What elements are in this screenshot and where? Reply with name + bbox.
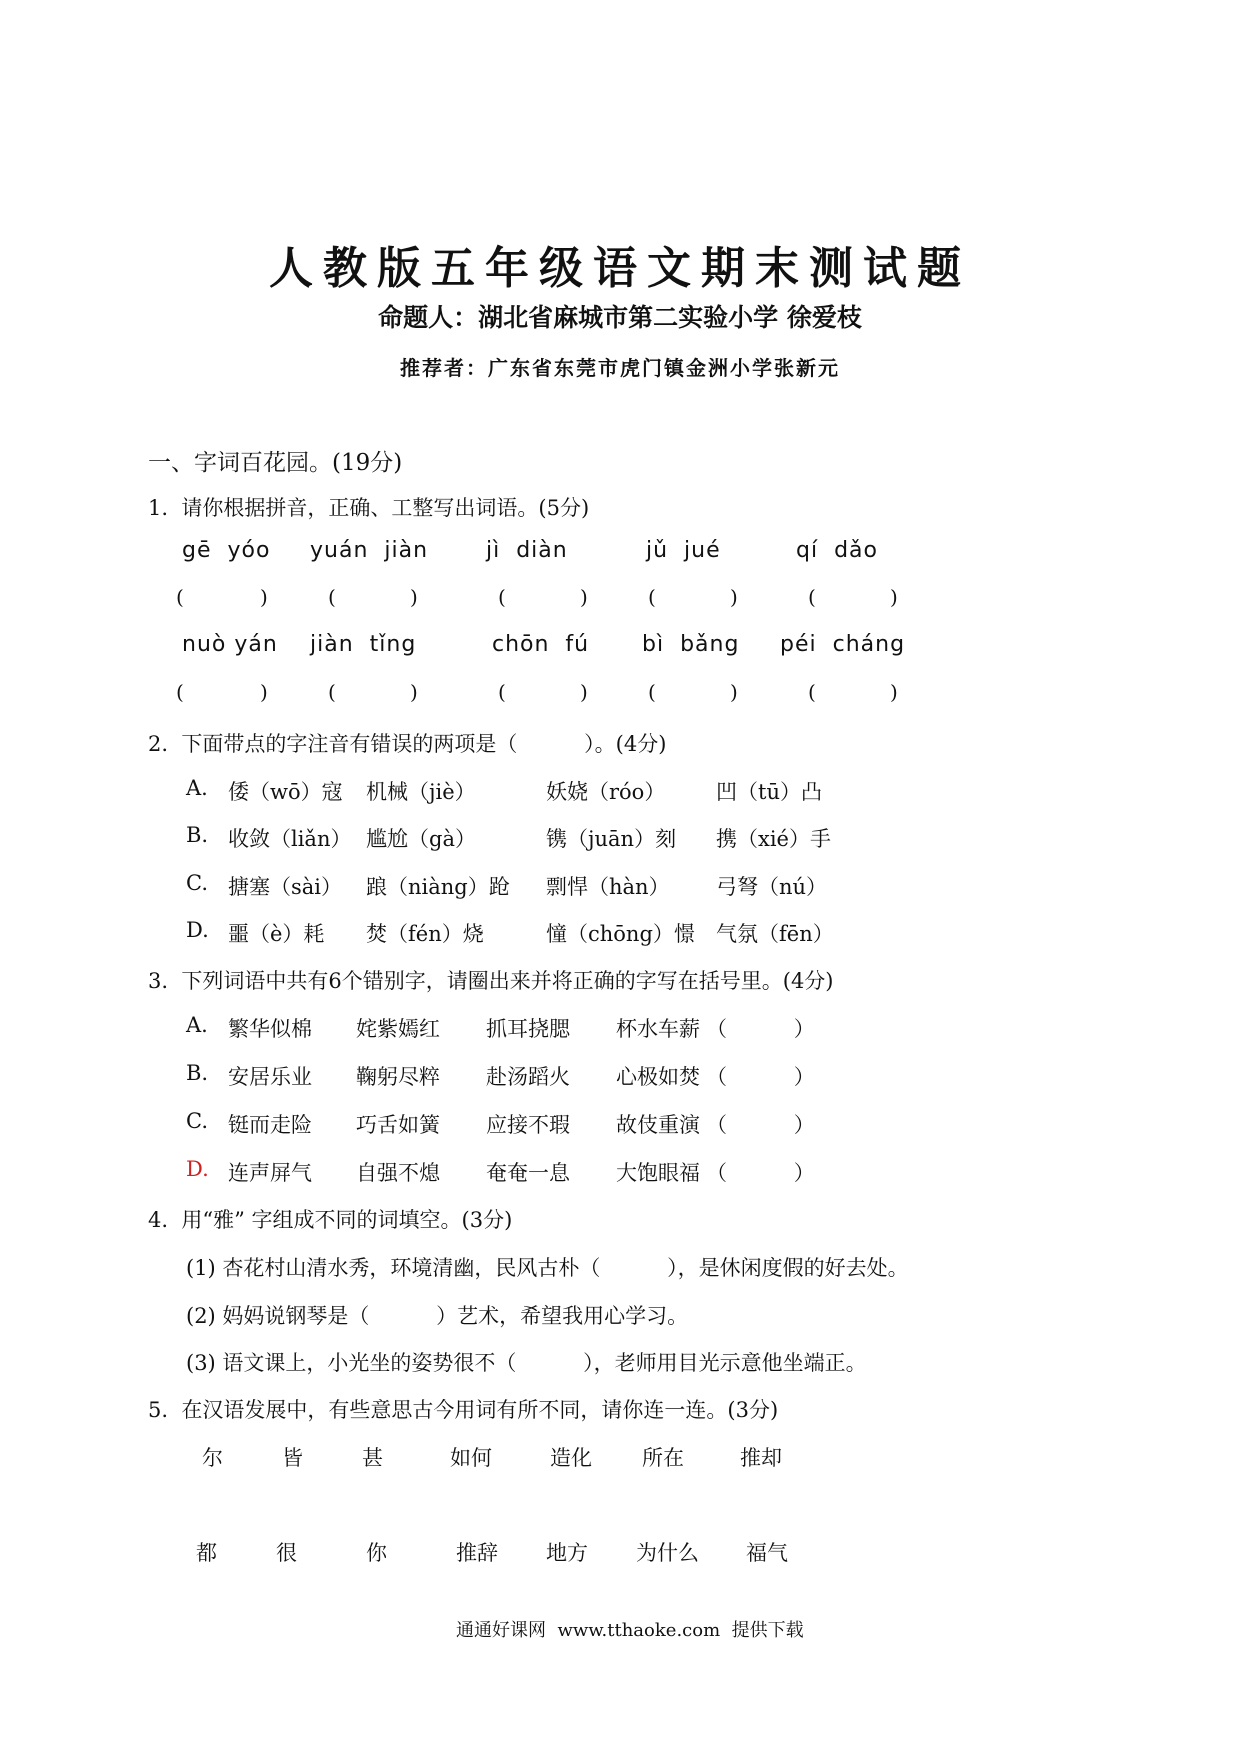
option-item: 赴汤蹈火 bbox=[486, 1065, 570, 1089]
option-item: 尴尬（gà） bbox=[366, 827, 476, 851]
option-letter: C. bbox=[186, 1109, 208, 1133]
pinyin-item: bì bǎng bbox=[642, 632, 740, 657]
match-word[interactable]: 福气 bbox=[746, 1541, 788, 1565]
match-word[interactable]: 很 bbox=[276, 1541, 297, 1565]
match-word[interactable]: 皆 bbox=[282, 1446, 303, 1470]
pinyin-item: gē yóo bbox=[182, 538, 271, 563]
pinyin-item: péi cháng bbox=[780, 632, 906, 657]
match-word[interactable]: 造化 bbox=[550, 1446, 592, 1470]
option-item: 杯水车薪 bbox=[616, 1017, 700, 1041]
pinyin-item: nuò yán bbox=[182, 632, 278, 657]
option-item: 巧舌如簧 bbox=[356, 1113, 440, 1137]
question-1-prompt: 1. 请你根据拼音，正确、工整写出词语。(5分) bbox=[148, 496, 590, 520]
blank-close: ) bbox=[410, 585, 418, 609]
option-letter: D. bbox=[186, 1157, 209, 1181]
option-item: 姹紫嫣红 bbox=[356, 1017, 440, 1041]
blank-open: ( bbox=[808, 585, 816, 609]
blank-close: ) bbox=[580, 585, 588, 609]
option-item: 抓耳挠腮 bbox=[486, 1017, 570, 1041]
pinyin-item: yuán jiàn bbox=[310, 538, 429, 563]
option-item: 弓弩（nú） bbox=[716, 875, 828, 899]
option-item: 携（xié）手 bbox=[716, 827, 831, 851]
option-item: 倭（wō）寇 bbox=[228, 780, 343, 804]
blank-close: ) bbox=[730, 585, 738, 609]
answer-blank[interactable]: （ ） bbox=[706, 1017, 815, 1041]
option-item: 大饱眼福 bbox=[616, 1161, 700, 1185]
question-3-prompt: 3. 下列词语中共有6个错别字，请圈出来并将正确的字写在括号里。(4分) bbox=[148, 969, 834, 993]
fill-in-sentence[interactable]: (2) 妈妈说钢琴是（ ）艺术，希望我用心学习。 bbox=[186, 1304, 689, 1328]
option-item: 铤而走险 bbox=[228, 1113, 312, 1137]
option-item: 妖娆（róo） bbox=[546, 780, 666, 804]
option-item: 连声屏气 bbox=[228, 1161, 312, 1185]
option-item: 奄奄一息 bbox=[486, 1161, 570, 1185]
blank-close: ) bbox=[580, 680, 588, 704]
match-word[interactable]: 甚 bbox=[362, 1446, 383, 1470]
option-item: 故伎重演 bbox=[616, 1113, 700, 1137]
option-item: 搪塞（sài） bbox=[228, 875, 343, 899]
pinyin-item: jǔ jué bbox=[646, 538, 721, 563]
match-word[interactable]: 如何 bbox=[450, 1446, 492, 1470]
option-item: 应接不瑕 bbox=[486, 1113, 570, 1137]
blank-close: ) bbox=[730, 680, 738, 704]
option-item: 噩（è）耗 bbox=[228, 922, 325, 946]
pinyin-item: qí dǎo bbox=[796, 538, 878, 563]
option-item: 凹（tū）凸 bbox=[716, 780, 822, 804]
fill-in-sentence[interactable]: (3) 语文课上，小光坐的姿势很不（ ），老师用目光示意他坐端正。 bbox=[186, 1351, 867, 1375]
question-2-prompt: 2. 下面带点的字注音有错误的两项是（ ）。(4分) bbox=[148, 732, 667, 756]
page-footer: 通通好课网 www.tthaoke.com 提供下载 bbox=[456, 1620, 804, 1641]
pinyin-item: jiàn tǐng bbox=[310, 632, 417, 657]
blank-open: ( bbox=[176, 680, 184, 704]
match-word[interactable]: 推辞 bbox=[456, 1541, 498, 1565]
option-item: 焚（fén）烧 bbox=[366, 922, 484, 946]
match-word[interactable]: 都 bbox=[196, 1541, 217, 1565]
blank-open: ( bbox=[328, 680, 336, 704]
blank-close: ) bbox=[410, 680, 418, 704]
blank-open: ( bbox=[176, 585, 184, 609]
blank-open: ( bbox=[498, 680, 506, 704]
option-item: 憧（chōng）憬 bbox=[546, 922, 695, 946]
option-item: 自强不熄 bbox=[356, 1161, 440, 1185]
match-word[interactable]: 尔 bbox=[202, 1446, 223, 1470]
option-letter: A. bbox=[186, 776, 208, 800]
question-4-prompt: 4. 用“雅” 字组成不同的词填空。(3分) bbox=[148, 1208, 513, 1232]
option-letter: B. bbox=[186, 823, 209, 847]
match-word[interactable]: 你 bbox=[366, 1541, 387, 1565]
author-line: 命题人：湖北省麻城市第二实验小学 徐爱枝 bbox=[378, 303, 862, 332]
blank-close: ) bbox=[890, 680, 898, 704]
recommender-line: 推荐者：广东省东莞市虎门镇金洲小学张新元 bbox=[400, 356, 840, 380]
option-item: 安居乐业 bbox=[228, 1065, 312, 1089]
option-item: 鞠躬尽粹 bbox=[356, 1065, 440, 1089]
fill-in-sentence[interactable]: (1) 杏花村山清水秀，环境清幽，民风古朴（ ），是休闲度假的好去处。 bbox=[186, 1256, 909, 1280]
match-word[interactable]: 所在 bbox=[642, 1446, 684, 1470]
answer-blank[interactable]: （ ） bbox=[706, 1065, 815, 1089]
answer-blank[interactable]: （ ） bbox=[706, 1113, 815, 1137]
blank-open: ( bbox=[328, 585, 336, 609]
question-5-prompt: 5. 在汉语发展中，有些意思古今用词有所不同，请你连一连。(3分) bbox=[148, 1398, 779, 1422]
blank-close: ) bbox=[260, 680, 268, 704]
option-item: 收敛（liǎn） bbox=[228, 827, 352, 851]
blank-close: ) bbox=[260, 585, 268, 609]
option-item: 镌（juān）刻 bbox=[546, 827, 677, 851]
blank-close: ) bbox=[890, 585, 898, 609]
option-item: 气氛（fēn） bbox=[716, 922, 834, 946]
section-heading: 一、字词百花园。(19分) bbox=[148, 450, 403, 476]
option-item: 繁华似棉 bbox=[228, 1017, 312, 1041]
option-letter: B. bbox=[186, 1061, 209, 1085]
option-letter: C. bbox=[186, 871, 208, 895]
match-word[interactable]: 地方 bbox=[546, 1541, 588, 1565]
page-title: 人教版五年级语文期末测试题 bbox=[269, 243, 971, 294]
blank-open: ( bbox=[648, 585, 656, 609]
option-item: 心极如焚 bbox=[616, 1065, 700, 1089]
option-letter: D. bbox=[186, 918, 209, 942]
blank-open: ( bbox=[808, 680, 816, 704]
blank-open: ( bbox=[648, 680, 656, 704]
option-item: 剽悍（hàn） bbox=[546, 875, 670, 899]
match-word[interactable]: 为什么 bbox=[636, 1541, 699, 1565]
blank-open: ( bbox=[498, 585, 506, 609]
match-word[interactable]: 推却 bbox=[740, 1446, 782, 1470]
option-item: 机械（jiè） bbox=[366, 780, 476, 804]
answer-blank[interactable]: （ ） bbox=[706, 1161, 815, 1185]
pinyin-item: chōn fú bbox=[492, 632, 590, 657]
option-item: 踉（niàng）跄 bbox=[366, 875, 510, 899]
option-letter: A. bbox=[186, 1013, 208, 1037]
pinyin-item: jì diàn bbox=[486, 538, 568, 563]
